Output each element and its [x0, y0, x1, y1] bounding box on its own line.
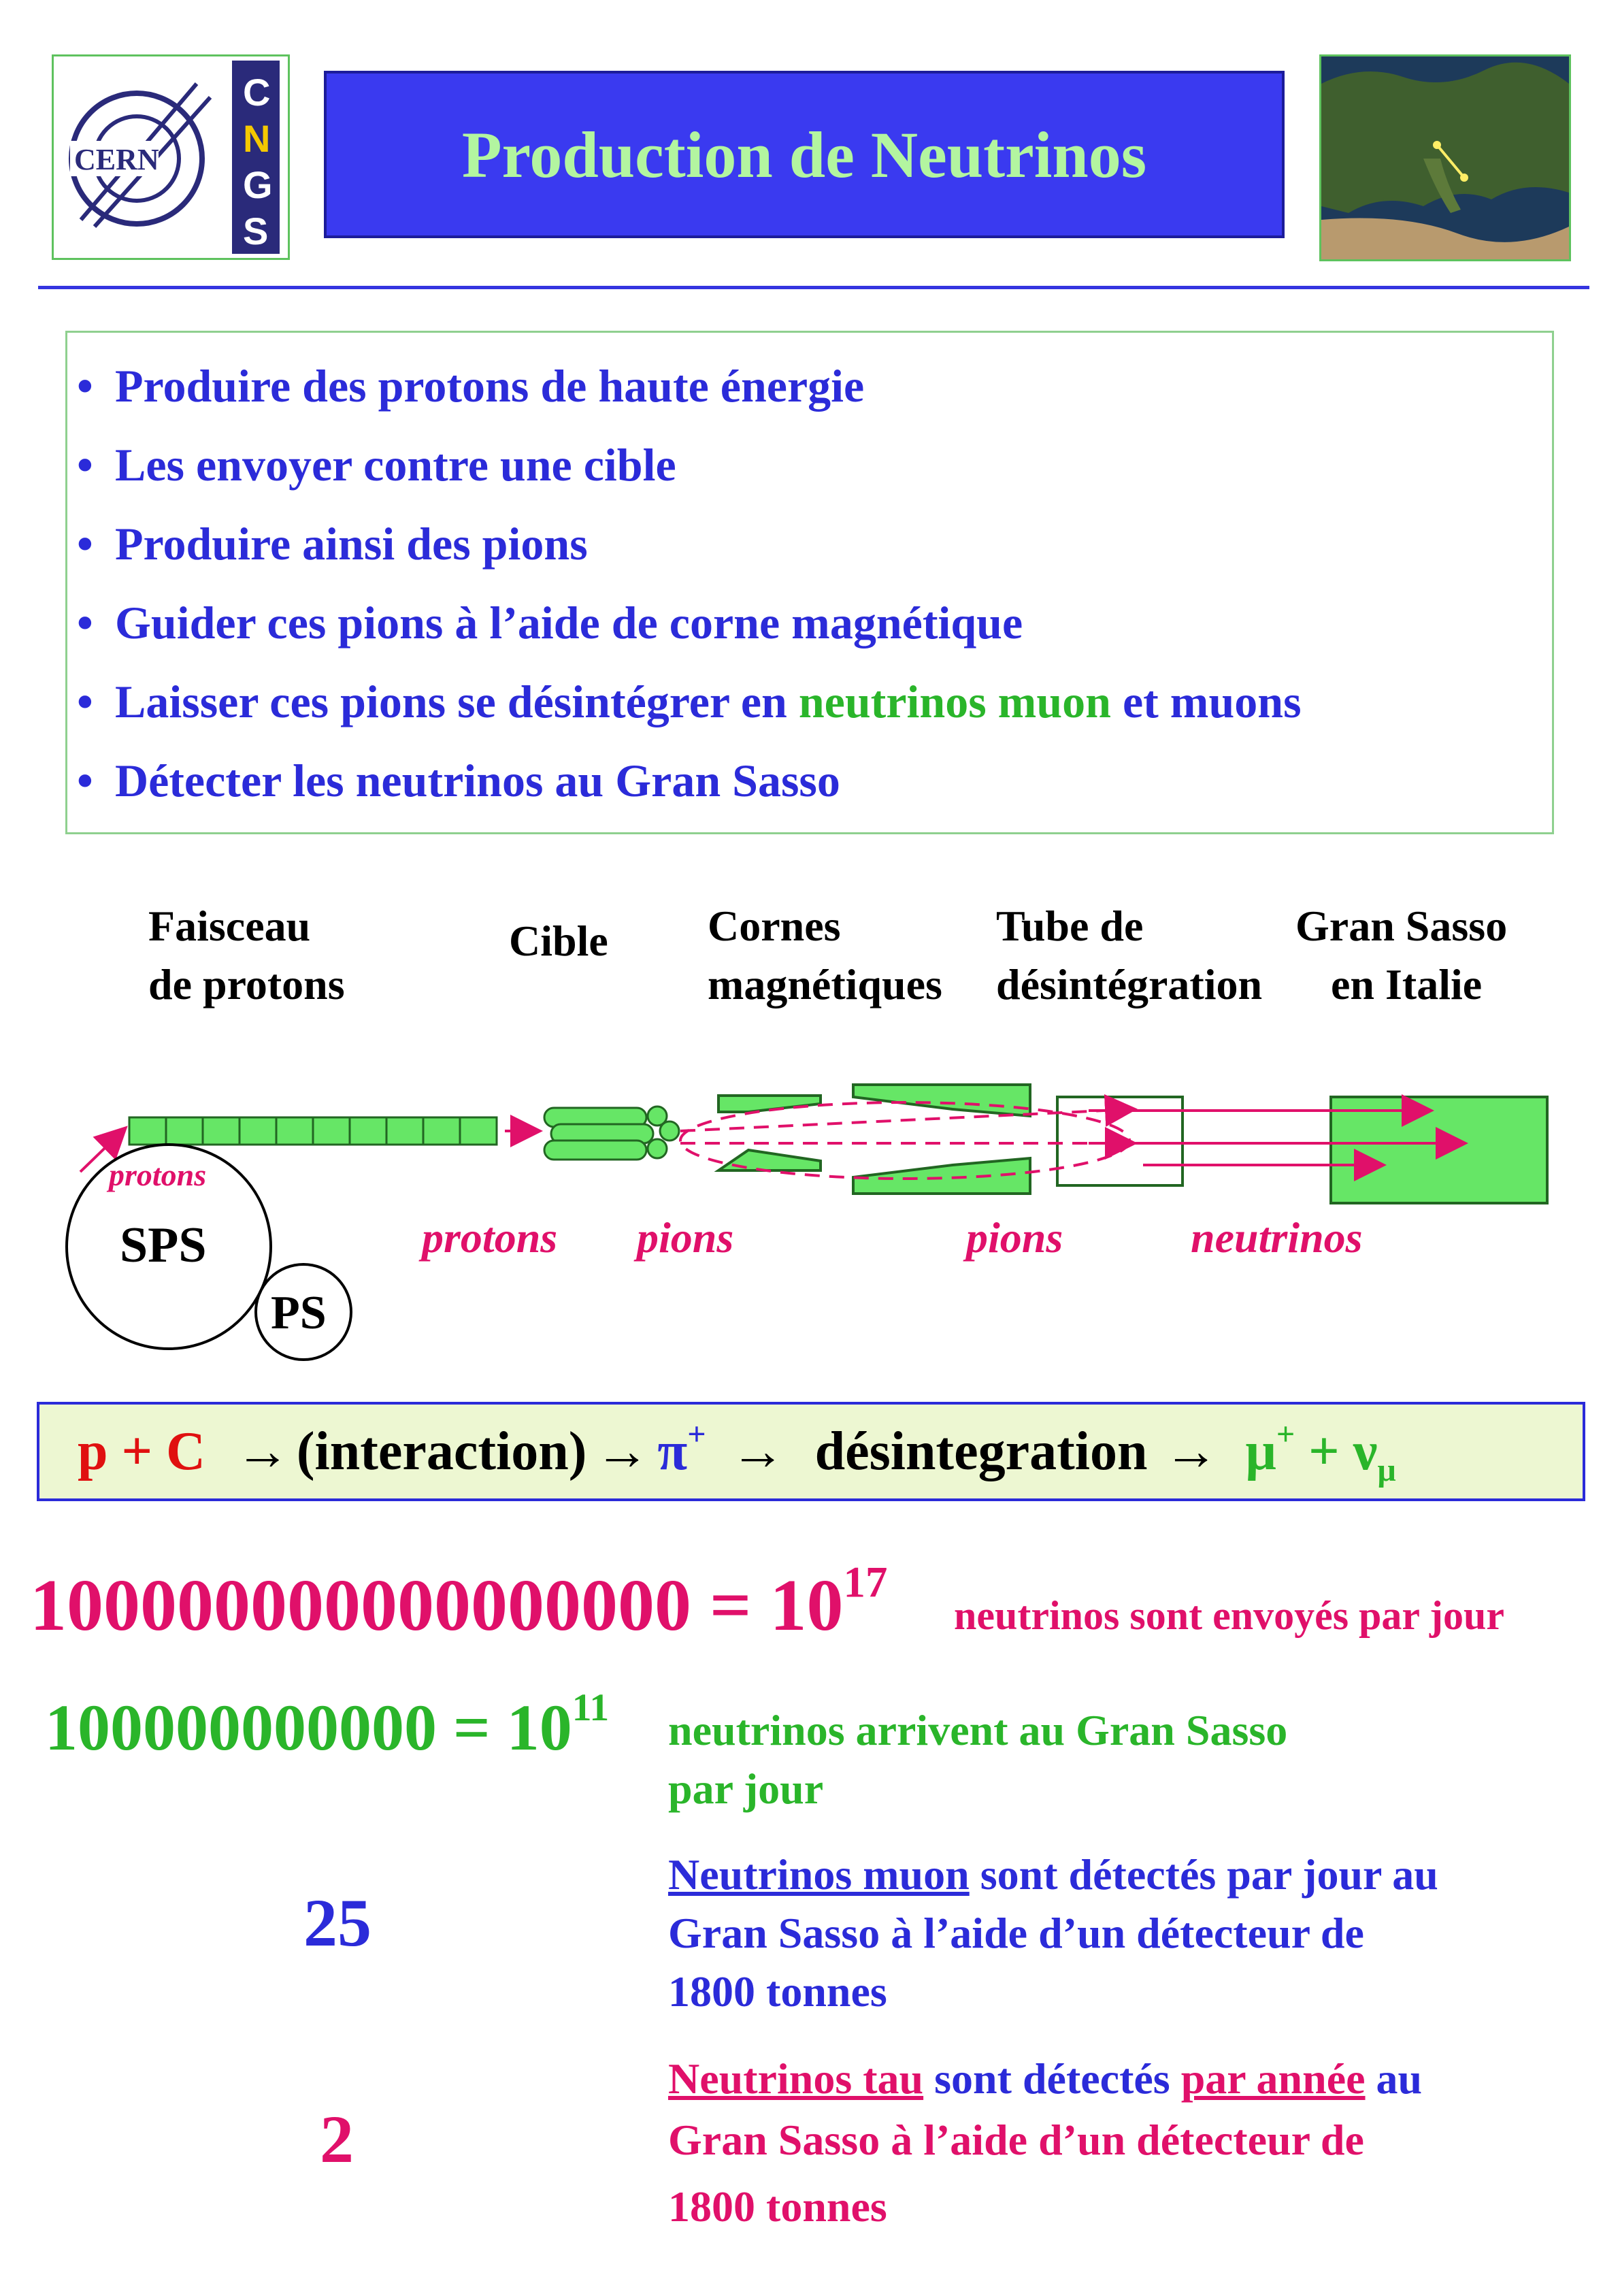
sent-number	[30, 1558, 888, 1647]
arrive-text-line: par jour	[668, 1765, 824, 1813]
eq-desintegration: désintegration	[814, 1421, 1148, 1481]
gran-sasso-detector	[1331, 1097, 1547, 1203]
label-line: en Italie	[1331, 960, 1483, 1008]
logo-letter-n: N	[243, 117, 271, 160]
bullet-text: Produire des protons de haute énergie	[115, 360, 865, 412]
eq-nu-symbol: ν	[1353, 1421, 1378, 1481]
eq-mu-symbol: μ	[1245, 1421, 1276, 1481]
logo-letter-c: C	[243, 71, 271, 114]
label-faisceau	[148, 897, 345, 1014]
label-sps: SPS	[120, 1217, 207, 1273]
bullet-list	[65, 331, 1554, 834]
bullet-dot: •	[77, 360, 93, 412]
arrive-number-exponent: 11	[572, 1686, 610, 1729]
header-divider	[38, 286, 1589, 289]
beamline-diagram	[0, 1062, 1620, 1388]
eq-arrow: →	[235, 1421, 290, 1481]
label-ps: PS	[271, 1287, 327, 1339]
tau-underlined-period: par année	[1180, 2054, 1366, 2103]
eq-mu-charge: +	[1276, 1415, 1295, 1452]
eq-nu-flavor: μ	[1377, 1452, 1396, 1488]
label-small-protons: protons	[109, 1158, 207, 1192]
target-rods	[544, 1106, 679, 1160]
eq-plus: +	[1308, 1421, 1340, 1481]
bullet-dot: •	[77, 676, 93, 727]
bullet-text: Laisser ces pions se désintégrer en	[115, 676, 799, 727]
muon-text-line: 1800 tonnes	[668, 1967, 887, 2016]
arrive-text-line: neutrinos arrivent au Gran Sasso	[668, 1706, 1288, 1754]
label-line: Tube de	[996, 902, 1144, 950]
bullet-dot: •	[77, 518, 93, 570]
eq-arrow: →	[730, 1421, 785, 1481]
label-cornes	[708, 897, 942, 1014]
sent-text: neutrinos sont envoyés par jour	[954, 1593, 1504, 1638]
eq-arrow: →	[595, 1421, 650, 1481]
page-title: Production de Neutrinos	[461, 118, 1147, 191]
eq-arrow: →	[1163, 1421, 1219, 1481]
eq-pi-charge: +	[687, 1415, 706, 1452]
bullet-dot: •	[77, 439, 93, 491]
logo-letter-g: G	[243, 163, 273, 206]
label-line: magnétiques	[708, 960, 942, 1008]
label-line: Cible	[509, 917, 608, 965]
eq-reactants: p + C	[78, 1421, 205, 1481]
muon-underlined: Neutrinos muon	[668, 1850, 970, 1899]
tau-count: 2	[320, 2101, 354, 2177]
tau-text-part: au	[1365, 2054, 1423, 2103]
arrive-number	[45, 1686, 610, 1765]
proton-beamline	[129, 1117, 497, 1145]
label-line: Gran Sasso	[1295, 902, 1508, 950]
bullet-dot: •	[77, 597, 93, 649]
bullet-dot: •	[77, 755, 93, 806]
flow-label-neutrinos: neutrinos	[1191, 1213, 1363, 1262]
bullet-item	[77, 662, 1552, 741]
eq-products	[1245, 1415, 1396, 1488]
tau-text-line: Gran Sasso à l’aide d’un détecteur de	[668, 2116, 1364, 2164]
label-line: Cornes	[708, 902, 841, 950]
eq-interaction: (interaction)	[296, 1421, 587, 1481]
label-gransasso	[1295, 897, 1507, 1014]
label-line: Faisceau	[148, 902, 311, 950]
europe-map-image	[1319, 54, 1571, 261]
flow-label-pions-2: pions	[966, 1213, 1063, 1262]
muon-text-line: Gran Sasso à l’aide d’un détecteur de	[668, 1909, 1364, 1957]
bullet-highlight: neutrinos muon	[798, 676, 1111, 727]
muon-count: 25	[303, 1885, 371, 1961]
bullet-text: et muons	[1110, 676, 1302, 727]
tau-text-line: 1800 tonnes	[668, 2182, 887, 2231]
bullet-item	[77, 504, 1552, 583]
flow-label-protons: protons	[422, 1213, 558, 1262]
bullet-text: Les envoyer contre une cible	[115, 439, 676, 491]
label-cible	[509, 912, 608, 970]
reaction-equation	[37, 1402, 1585, 1501]
arrive-number-value: 100000000000 = 10	[45, 1691, 572, 1764]
bullet-text: Produire ainsi des pions	[115, 518, 588, 570]
cern-cngs-logo	[52, 54, 290, 260]
arrive-text	[668, 1701, 1287, 1818]
flow-label-pions: pions	[637, 1213, 734, 1262]
tau-text	[668, 2048, 1422, 2237]
sent-number-value: 100000000000000000 = 10	[30, 1565, 844, 1646]
tau-text-part: sont détectés	[923, 2054, 1181, 2103]
eq-pi-symbol: π	[657, 1421, 688, 1481]
cern-text: CERN	[74, 143, 159, 176]
logo-letter-s: S	[243, 210, 269, 252]
label-tube	[996, 897, 1262, 1014]
bullet-item	[77, 425, 1552, 504]
title-banner	[324, 71, 1285, 238]
bullet-text: Guider ces pions à l’aide de corne magnétique	[115, 597, 1023, 649]
bullet-text: Détecter les neutrinos au Gran Sasso	[115, 755, 840, 806]
bullet-item	[77, 741, 1552, 820]
muon-text	[668, 1846, 1438, 2021]
muon-text-part: sont détectés par jour au	[969, 1850, 1438, 1899]
tau-underlined: Neutrinos tau	[668, 2054, 924, 2103]
eq-pion	[657, 1415, 706, 1483]
label-line: de protons	[148, 960, 345, 1008]
sent-number-exponent: 17	[843, 1558, 888, 1607]
bullet-item	[77, 583, 1552, 662]
bullet-item	[77, 346, 1552, 425]
label-line: désintégration	[996, 960, 1263, 1008]
